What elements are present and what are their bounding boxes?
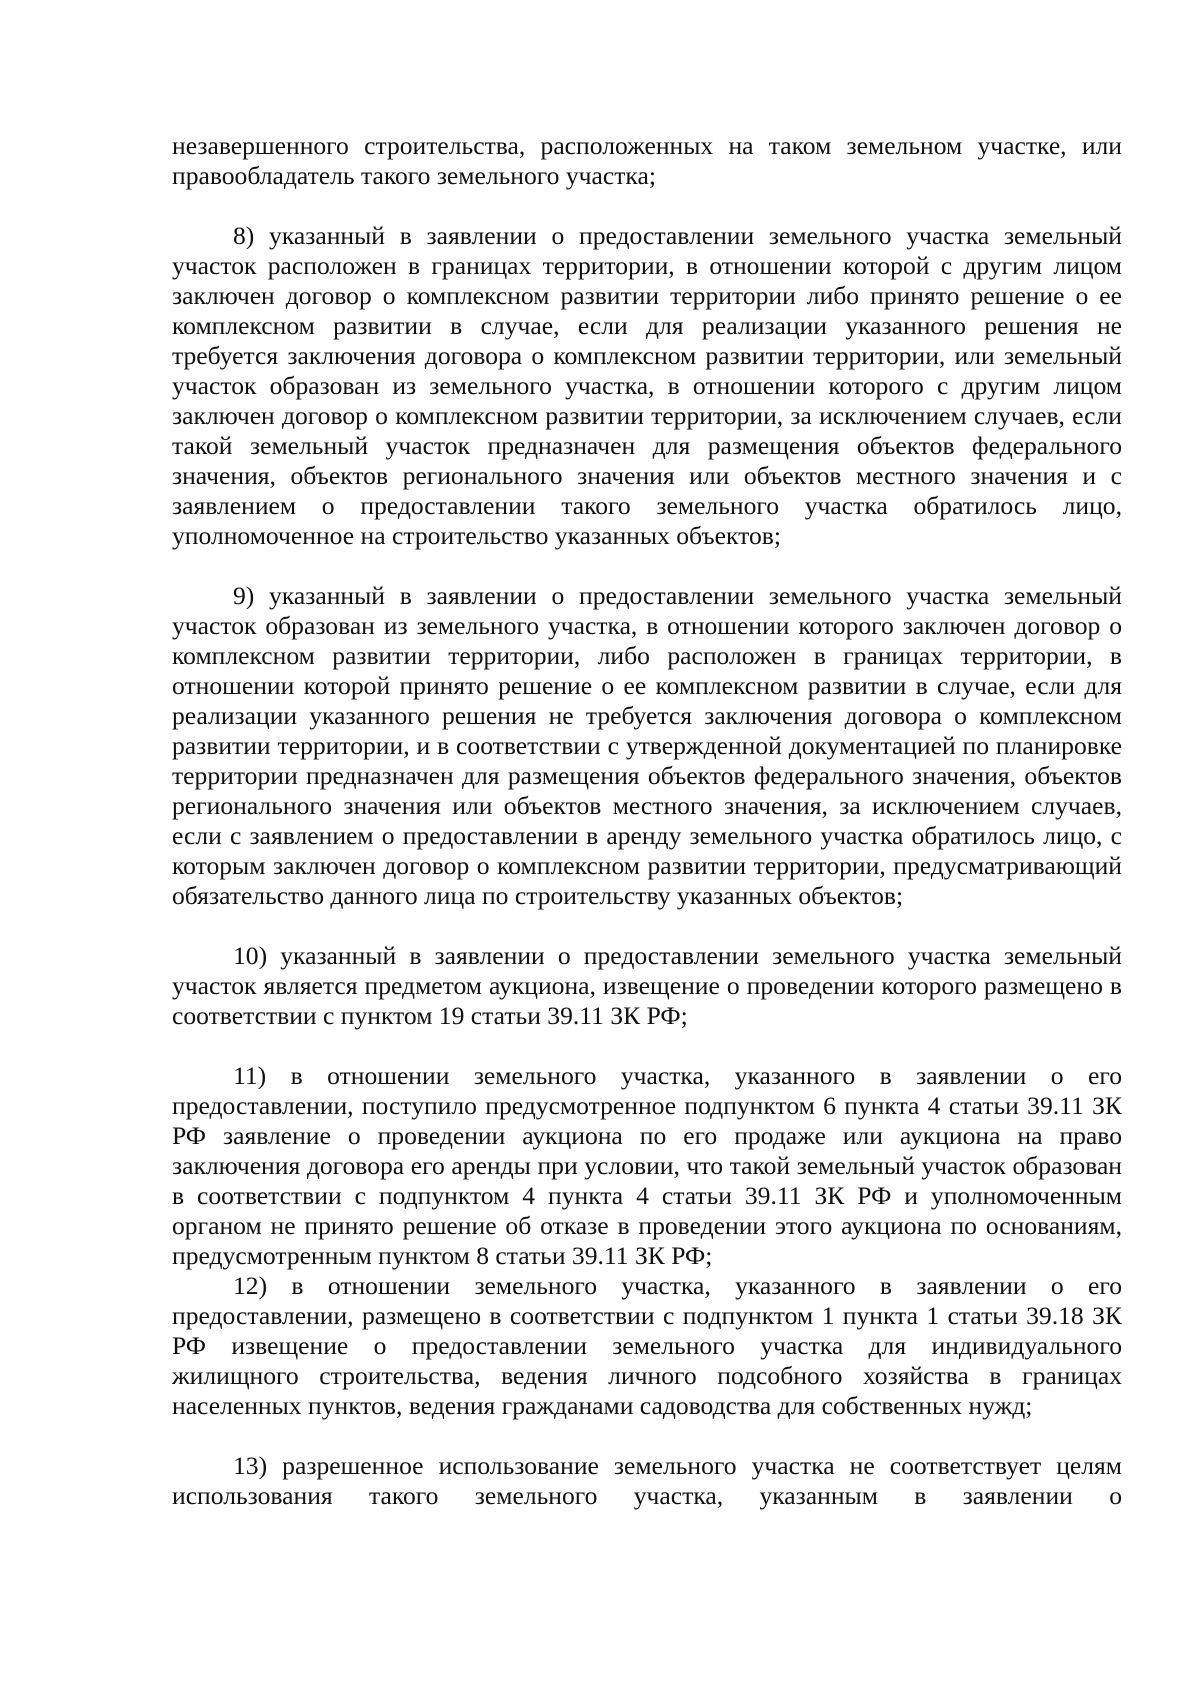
paragraph-continuation: незавершенного строительства, расположенных на таком земельном участке, или правообладатель такого земельного участка;	[172, 131, 1122, 190]
paragraph-item-8: 8) указанный в заявлении о предоставлении земельного участка земельный участок расположен в границах территории, в отношении которой с другим лицом заключен договор о комплексном развитии территории либо принято решение о ее комплексном развитии в случае, если для реализации указанного решения не требуется заключения договора о комплексном развитии территории, или земельный участок образован из земельного участка, в отношении которого с другим лицом заключен договор о комплексном развитии территории, за исключением случаев, если такой земельный участок предназначен для размещения объектов федерального значения, объектов регионального значения или объектов местного значения и с заявлением о предоставлении такого земельного участка обратилось лицо, уполномоченное на строительство указанных объектов;	[172, 221, 1122, 550]
paragraph-item-12: 12) в отношении земельного участка, указанного в заявлении о его предоставлении, размещено в соответствии с подпунктом 1 пункта 1 статьи 39.18 ЗК РФ извещение о предоставлении земельного участка для индивидуального жилищного строительства, ведения личного подсобного хозяйства в границах населенных пунктов, ведения гражданами садоводства для собственных нужд;	[172, 1271, 1122, 1420]
paragraph-item-11: 11) в отношении земельного участка, указанного в заявлении о его предоставлении, поступило предусмотренное подпунктом 6 пункта 4 статьи 39.11 ЗК РФ заявление о проведении аукциона по его продаже или аукциона на право заключения договора его аренды при условии, что такой земельный участок образован в соответствии с подпунктом 4 пункта 4 статьи 39.11 ЗК РФ и уполномоченным органом не принято решение об отказе в проведении этого аукциона по основаниям, предусмотренным пунктом 8 статьи 39.11 ЗК РФ;	[172, 1061, 1122, 1270]
paragraph-item-10: 10) указанный в заявлении о предоставлении земельного участка земельный участок является предметом аукциона, извещение о проведении которого размещено в соответствии с пунктом 19 статьи 39.11 ЗК РФ;	[172, 941, 1122, 1030]
document-body	[172, 131, 1122, 1511]
paragraph-item-9: 9) указанный в заявлении о предоставлении земельного участка земельный участок образован из земельного участка, в отношении которого заключен договор о комплексном развитии территории, либо расположен в границах территории, в отношении которой принято решение о ее комплексном развитии в случае, если для реализации указанного решения не требуется заключения договора о комплексном развитии территории, и в соответствии с утвержденной документацией по планировке территории предназначен для размещения объектов федерального значения, объектов регионального значения или объектов местного значения, за исключением случаев, если с заявлением о предоставлении в аренду земельного участка обратилось лицо, с которым заключен договор о комплексном развитии территории, предусматривающий обязательство данного лица по строительству указанных объектов;	[172, 581, 1122, 910]
paragraph-item-13: 13) разрешенное использование земельного участка не соответствует целям использования такого земельного участка, указанным в заявлении о	[172, 1451, 1122, 1510]
